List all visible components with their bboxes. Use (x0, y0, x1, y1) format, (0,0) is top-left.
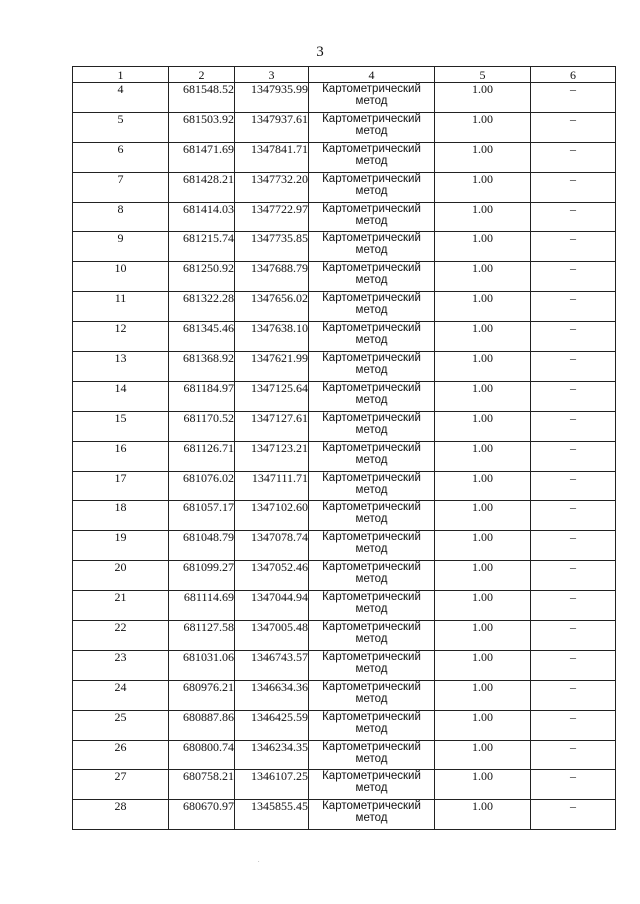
method-line-2: метод (355, 513, 388, 526)
table-row (73, 411, 616, 441)
coordinate-x: 680800.74 (169, 740, 235, 770)
table-row (73, 650, 616, 680)
point-description: – (531, 650, 616, 680)
scan-mark: . (258, 858, 260, 864)
coordinate-x: 681099.27 (169, 561, 235, 591)
accuracy-value: 1.00 (435, 411, 531, 441)
point-description: – (531, 531, 616, 561)
point-description: – (531, 83, 616, 113)
accuracy-value: 1.00 (435, 322, 531, 352)
coordinate-y: 1347621.99 (235, 352, 309, 382)
coordinate-x: 681215.74 (169, 232, 235, 262)
table-row (73, 591, 616, 621)
point-description: – (531, 262, 616, 292)
table-row (73, 680, 616, 710)
coordinate-x: 681170.52 (169, 411, 235, 441)
table-row (73, 352, 616, 382)
coordinate-y: 1347935.99 (235, 83, 309, 113)
determination-method (309, 471, 435, 501)
accuracy-value: 1.00 (435, 471, 531, 501)
determination-method (309, 202, 435, 232)
point-number: 21 (73, 591, 169, 621)
table-row (73, 322, 616, 352)
method-line-1: Картометрический (322, 112, 421, 125)
coordinate-y: 1347123.21 (235, 441, 309, 471)
point-description: – (531, 591, 616, 621)
determination-method (309, 381, 435, 411)
coordinate-y: 1347735.85 (235, 232, 309, 262)
coordinate-x: 681322.28 (169, 292, 235, 322)
determination-method (309, 441, 435, 471)
determination-method (309, 770, 435, 800)
column-number-3: 3 (235, 67, 309, 83)
method-line-2: метод (355, 154, 388, 167)
column-number-4: 4 (309, 67, 435, 83)
method-line-1: Картометрический (322, 202, 421, 215)
method-line-1: Картометрический (322, 710, 421, 723)
coordinate-x: 681548.52 (169, 83, 235, 113)
determination-method (309, 591, 435, 621)
accuracy-value: 1.00 (435, 531, 531, 561)
coordinate-y: 1347111.71 (235, 471, 309, 501)
table-row (73, 292, 616, 322)
point-number: 25 (73, 710, 169, 740)
accuracy-value: 1.00 (435, 262, 531, 292)
table-row (73, 710, 616, 740)
determination-method (309, 262, 435, 292)
accuracy-value: 1.00 (435, 710, 531, 740)
method-line-1: Картометрический (322, 441, 421, 454)
determination-method (309, 501, 435, 531)
determination-method (309, 142, 435, 172)
point-number: 6 (73, 142, 169, 172)
point-number: 13 (73, 352, 169, 382)
method-line-1: Картометрический (322, 561, 421, 574)
method-line-2: метод (355, 364, 388, 377)
point-description: – (531, 441, 616, 471)
point-number: 16 (73, 441, 169, 471)
method-line-1: Картометрический (322, 740, 421, 753)
determination-method (309, 621, 435, 651)
column-number-1: 1 (73, 67, 169, 83)
accuracy-value: 1.00 (435, 232, 531, 262)
point-description: – (531, 142, 616, 172)
coordinate-y: 1347125.64 (235, 381, 309, 411)
coordinate-x: 681471.69 (169, 142, 235, 172)
point-number: 17 (73, 471, 169, 501)
method-line-2: метод (355, 812, 388, 825)
coordinate-y: 1345855.45 (235, 800, 309, 830)
coordinate-x: 681031.06 (169, 650, 235, 680)
coordinate-x: 681345.46 (169, 322, 235, 352)
coordinates-table-body (73, 67, 616, 830)
column-number-2: 2 (169, 67, 235, 83)
table-row (73, 381, 616, 411)
coordinate-y: 1346743.57 (235, 650, 309, 680)
point-number: 9 (73, 232, 169, 262)
coordinate-y: 1347688.79 (235, 262, 309, 292)
point-description: – (531, 381, 616, 411)
point-number: 20 (73, 561, 169, 591)
method-line-2: метод (355, 453, 388, 466)
coordinate-y: 1347044.94 (235, 591, 309, 621)
method-line-1: Картометрический (322, 232, 421, 245)
accuracy-value: 1.00 (435, 441, 531, 471)
coordinate-x: 681503.92 (169, 112, 235, 142)
determination-method (309, 352, 435, 382)
method-line-2: метод (355, 393, 388, 406)
accuracy-value: 1.00 (435, 591, 531, 621)
method-line-1: Картометрический (322, 142, 421, 155)
column-number-5: 5 (435, 67, 531, 83)
method-line-2: метод (355, 603, 388, 616)
method-line-1: Картометрический (322, 650, 421, 663)
point-description: – (531, 471, 616, 501)
coordinate-x: 681048.79 (169, 531, 235, 561)
method-line-2: метод (355, 214, 388, 227)
point-number: 26 (73, 740, 169, 770)
coordinate-x: 681184.97 (169, 381, 235, 411)
method-line-2: метод (355, 662, 388, 675)
determination-method (309, 322, 435, 352)
point-number: 22 (73, 621, 169, 651)
accuracy-value: 1.00 (435, 292, 531, 322)
method-line-1: Картометрический (322, 501, 421, 514)
coordinate-x: 681057.17 (169, 501, 235, 531)
accuracy-value: 1.00 (435, 740, 531, 770)
method-line-1: Картометрический (322, 621, 421, 634)
point-description: – (531, 621, 616, 651)
coordinate-y: 1346107.25 (235, 770, 309, 800)
coordinate-y: 1347102.60 (235, 501, 309, 531)
point-number: 28 (73, 800, 169, 830)
accuracy-value: 1.00 (435, 172, 531, 202)
accuracy-value: 1.00 (435, 561, 531, 591)
coordinate-y: 1346425.59 (235, 710, 309, 740)
point-number: 5 (73, 112, 169, 142)
point-number: 18 (73, 501, 169, 531)
determination-method (309, 531, 435, 561)
coordinates-table (72, 66, 616, 830)
point-number: 15 (73, 411, 169, 441)
determination-method (309, 710, 435, 740)
coordinate-x: 681368.92 (169, 352, 235, 382)
coordinate-x: 680758.21 (169, 770, 235, 800)
method-line-2: метод (355, 423, 388, 436)
accuracy-value: 1.00 (435, 800, 531, 830)
method-line-1: Картометрический (322, 172, 421, 185)
coordinate-x: 681126.71 (169, 441, 235, 471)
accuracy-value: 1.00 (435, 501, 531, 531)
method-line-2: метод (355, 543, 388, 556)
table-row (73, 112, 616, 142)
point-description: – (531, 172, 616, 202)
table-row (73, 770, 616, 800)
determination-method (309, 83, 435, 113)
point-number: 27 (73, 770, 169, 800)
point-description: – (531, 680, 616, 710)
determination-method (309, 112, 435, 142)
coordinate-y: 1347841.71 (235, 142, 309, 172)
coordinate-x: 681127.58 (169, 621, 235, 651)
table-row (73, 232, 616, 262)
accuracy-value: 1.00 (435, 352, 531, 382)
method-line-2: метод (355, 274, 388, 287)
table-row (73, 83, 616, 113)
method-line-1: Картометрический (322, 800, 421, 813)
accuracy-value: 1.00 (435, 142, 531, 172)
method-line-2: метод (355, 752, 388, 765)
determination-method (309, 292, 435, 322)
point-number: 24 (73, 680, 169, 710)
method-line-2: метод (355, 573, 388, 586)
method-line-1: Картометрический (322, 262, 421, 275)
determination-method (309, 740, 435, 770)
column-number-row (73, 67, 616, 83)
point-description: – (531, 561, 616, 591)
point-number: 7 (73, 172, 169, 202)
accuracy-value: 1.00 (435, 650, 531, 680)
table-row (73, 202, 616, 232)
coordinate-x: 680887.86 (169, 710, 235, 740)
determination-method (309, 800, 435, 830)
method-line-2: метод (355, 184, 388, 197)
method-line-1: Картометрический (322, 352, 421, 365)
table-row (73, 501, 616, 531)
point-number: 12 (73, 322, 169, 352)
method-line-1: Картометрический (322, 531, 421, 544)
table-row (73, 441, 616, 471)
point-number: 11 (73, 292, 169, 322)
page-number: 3 (316, 44, 324, 60)
method-line-2: метод (355, 483, 388, 496)
coordinate-y: 1347078.74 (235, 531, 309, 561)
method-line-1: Картометрический (322, 381, 421, 394)
point-description: – (531, 770, 616, 800)
determination-method (309, 172, 435, 202)
determination-method (309, 561, 435, 591)
method-line-2: метод (355, 124, 388, 137)
point-number: 23 (73, 650, 169, 680)
coordinate-x: 681428.21 (169, 172, 235, 202)
method-line-2: метод (355, 334, 388, 347)
point-description: – (531, 352, 616, 382)
point-description: – (531, 232, 616, 262)
accuracy-value: 1.00 (435, 112, 531, 142)
table-row (73, 471, 616, 501)
coordinate-y: 1347722.97 (235, 202, 309, 232)
point-number: 8 (73, 202, 169, 232)
table-row (73, 621, 616, 651)
table-row (73, 531, 616, 561)
coordinate-x: 680976.21 (169, 680, 235, 710)
determination-method (309, 411, 435, 441)
coordinate-y: 1346634.36 (235, 680, 309, 710)
accuracy-value: 1.00 (435, 83, 531, 113)
table-row (73, 561, 616, 591)
point-description: – (531, 322, 616, 352)
table-row (73, 740, 616, 770)
point-description: – (531, 501, 616, 531)
point-description: – (531, 292, 616, 322)
determination-method (309, 650, 435, 680)
point-number: 19 (73, 531, 169, 561)
method-line-1: Картометрический (322, 411, 421, 424)
point-description: – (531, 710, 616, 740)
accuracy-value: 1.00 (435, 202, 531, 232)
point-number: 10 (73, 262, 169, 292)
point-description: – (531, 411, 616, 441)
determination-method (309, 232, 435, 262)
method-line-2: метод (355, 633, 388, 646)
coordinate-y: 1347937.61 (235, 112, 309, 142)
coordinate-y: 1347732.20 (235, 172, 309, 202)
coordinate-y: 1347127.61 (235, 411, 309, 441)
coordinate-y: 1347656.02 (235, 292, 309, 322)
accuracy-value: 1.00 (435, 381, 531, 411)
coordinate-x: 681114.69 (169, 591, 235, 621)
method-line-1: Картометрический (322, 292, 421, 305)
table-row (73, 800, 616, 830)
method-line-1: Картометрический (322, 770, 421, 783)
point-description: – (531, 112, 616, 142)
method-line-2: метод (355, 782, 388, 795)
method-line-2: метод (355, 692, 388, 705)
table-row (73, 142, 616, 172)
method-line-1: Картометрический (322, 680, 421, 693)
method-line-2: метод (355, 304, 388, 317)
accuracy-value: 1.00 (435, 770, 531, 800)
accuracy-value: 1.00 (435, 621, 531, 651)
coordinate-x: 680670.97 (169, 800, 235, 830)
point-number: 4 (73, 83, 169, 113)
coordinate-x: 681414.03 (169, 202, 235, 232)
method-line-2: метод (355, 95, 388, 107)
determination-method (309, 680, 435, 710)
coordinate-y: 1347638.10 (235, 322, 309, 352)
method-line-1: Картометрический (322, 83, 421, 95)
point-description: – (531, 800, 616, 830)
accuracy-value: 1.00 (435, 680, 531, 710)
column-number-6: 6 (531, 67, 616, 83)
coordinate-x: 681076.02 (169, 471, 235, 501)
point-description: – (531, 202, 616, 232)
method-line-2: метод (355, 244, 388, 257)
coordinate-y: 1347052.46 (235, 561, 309, 591)
table-row (73, 172, 616, 202)
method-line-1: Картометрический (322, 591, 421, 604)
coordinate-y: 1346234.35 (235, 740, 309, 770)
method-line-2: метод (355, 722, 388, 735)
method-line-1: Картометрический (322, 322, 421, 335)
coordinate-x: 681250.92 (169, 262, 235, 292)
table-row (73, 262, 616, 292)
coordinate-y: 1347005.48 (235, 621, 309, 651)
point-description: – (531, 740, 616, 770)
point-number: 14 (73, 381, 169, 411)
method-line-1: Картометрический (322, 471, 421, 484)
